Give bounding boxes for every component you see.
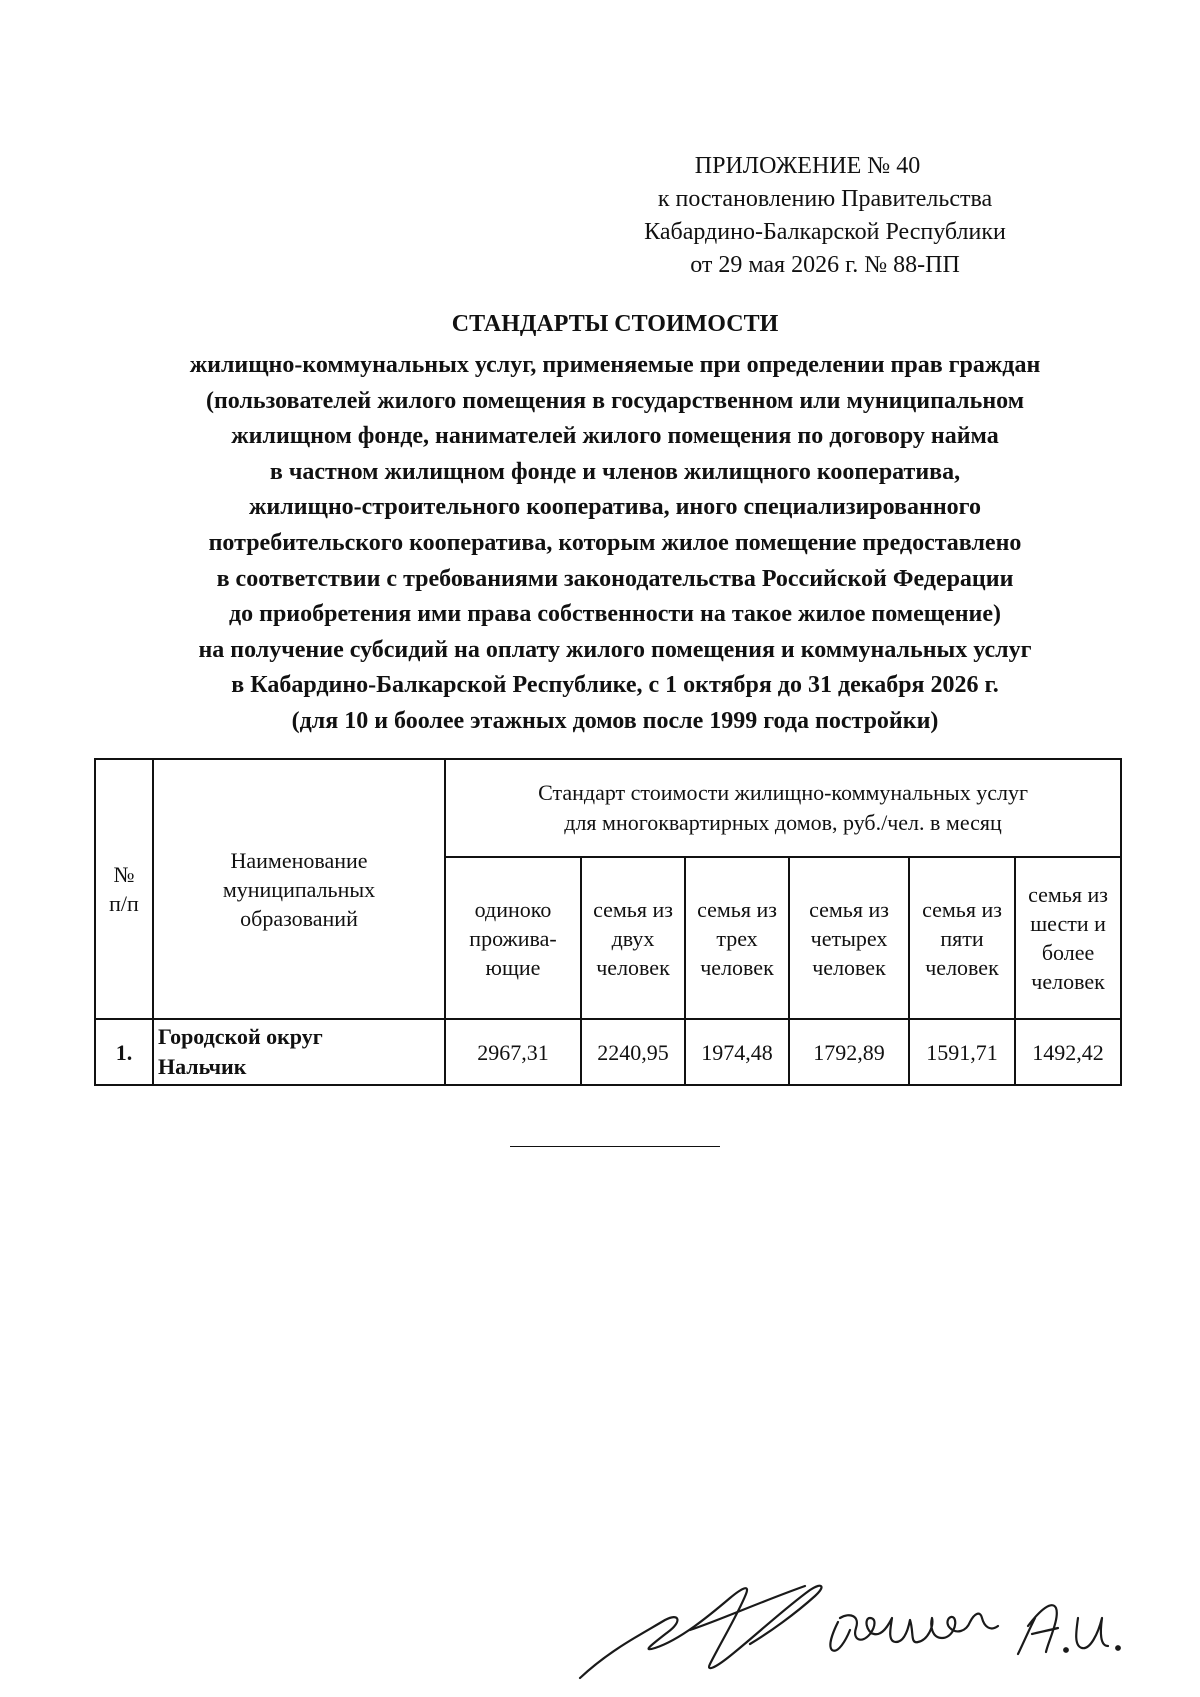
header-line: ющие (485, 954, 541, 980)
header-line: двух (611, 925, 655, 951)
value-family-four: 1792,89 (789, 1019, 909, 1085)
header-number-abbr: п/п (109, 891, 139, 916)
header-line: трех (716, 925, 758, 951)
header-municipality-line: Наименование (230, 847, 368, 873)
value-single-resident: 2967,31 (445, 1019, 581, 1085)
table-row (95, 1019, 1121, 1085)
row-municipality-line: Нальчик (158, 1054, 247, 1079)
header-municipality-line: образований (240, 905, 358, 931)
subtitle-line: в частном жилищном фонде и членов жилищного кооператива, (269, 458, 961, 485)
row-municipality-line: Городской округ (158, 1024, 323, 1049)
appendix-republic: Кабардино-Балкарской Республики (644, 219, 1006, 245)
subtitle-line: жилищном фонде, нанимателей жилого помещения по договору найма (231, 423, 999, 450)
header-line: семья из (809, 896, 889, 922)
row-number: 1. (95, 1019, 153, 1085)
header-cost-standard (445, 759, 1121, 857)
header-municipality (153, 759, 445, 1019)
header-line: человек (700, 954, 774, 980)
header-family-three (685, 857, 789, 1019)
subtitle-line: в соответствии с требованиями законодательства Российской Федерации (216, 565, 1014, 592)
subtitle-line: до приобретения ими права собственности на такое жилое помещение) (228, 601, 1001, 628)
appendix-number: ПРИЛОЖЕНИЕ № 40 (694, 153, 921, 179)
header-family-five (909, 857, 1015, 1019)
signature-drawing (570, 1560, 1150, 1690)
subtitle-line: потребительского кооператива, которым жилое помещение предоставлено (208, 529, 1022, 556)
subtitle-line: в Кабардино-Балкарской Республике, с 1 октября до 31 декабря 2026 г. (231, 672, 999, 699)
header-line: четырех (810, 925, 888, 951)
value-family-three: 1974,48 (685, 1019, 789, 1085)
header-municipality-line: муниципальных (222, 876, 376, 902)
value-family-five: 1591,71 (909, 1019, 1015, 1085)
header-line: человек (925, 954, 999, 980)
header-line: шести и (1030, 911, 1106, 936)
header-line: семья из (697, 896, 777, 922)
separator-line (510, 1146, 720, 1147)
header-cost-standard-line: Стандарт стоимости жилищно-коммунальных услуг (538, 780, 1028, 805)
row-municipality-name (153, 1019, 445, 1085)
header-line: прожива- (469, 925, 557, 951)
subtitle-line: жилищно-строительного кооператива, иного специализированного (249, 494, 981, 521)
document-subtitle (60, 348, 1170, 740)
header-number-symbol: № (113, 862, 135, 887)
header-line: пяти (940, 925, 984, 951)
appendix-header (590, 150, 1060, 282)
header-line: более (1041, 940, 1095, 965)
header-line: человек (596, 954, 670, 980)
header-line: семья из (1028, 882, 1108, 907)
header-number (95, 759, 153, 1019)
subtitle-line: (для 10 и боолее этажных домов после 1999 года постройки) (291, 707, 939, 734)
document-title: СТАНДАРТЫ СТОИМОСТИ (451, 311, 779, 337)
handwritten-signature (570, 1560, 1150, 1690)
standards-table (94, 758, 1122, 1086)
header-cost-standard-line: для многоквартирных домов, руб./чел. в месяц (564, 810, 1002, 835)
appendix-reference: к постановлению Правительства (657, 186, 993, 212)
header-family-two (581, 857, 685, 1019)
header-family-six-plus (1015, 857, 1121, 1019)
subtitle-line: жилищно-коммунальных услуг, применяемые при определении прав граждан (189, 352, 1041, 378)
value-family-six-plus: 1492,42 (1015, 1019, 1121, 1085)
header-line: семья из (922, 896, 1002, 922)
appendix-date: от 29 мая 2026 г. № 88-ПП (690, 252, 960, 278)
header-family-four (789, 857, 909, 1019)
header-line: одиноко (474, 896, 552, 922)
header-line: человек (812, 954, 886, 980)
subtitle-line: на получение субсидий на оплату жилого помещения и коммунальных услуг (198, 636, 1032, 663)
header-line: семья из (593, 896, 673, 922)
value-family-two: 2240,95 (581, 1019, 685, 1085)
header-single-resident (445, 857, 581, 1019)
header-line: человек (1031, 969, 1105, 994)
subtitle-line: (пользователей жилого помещения в государственном или муниципальном (205, 387, 1025, 414)
